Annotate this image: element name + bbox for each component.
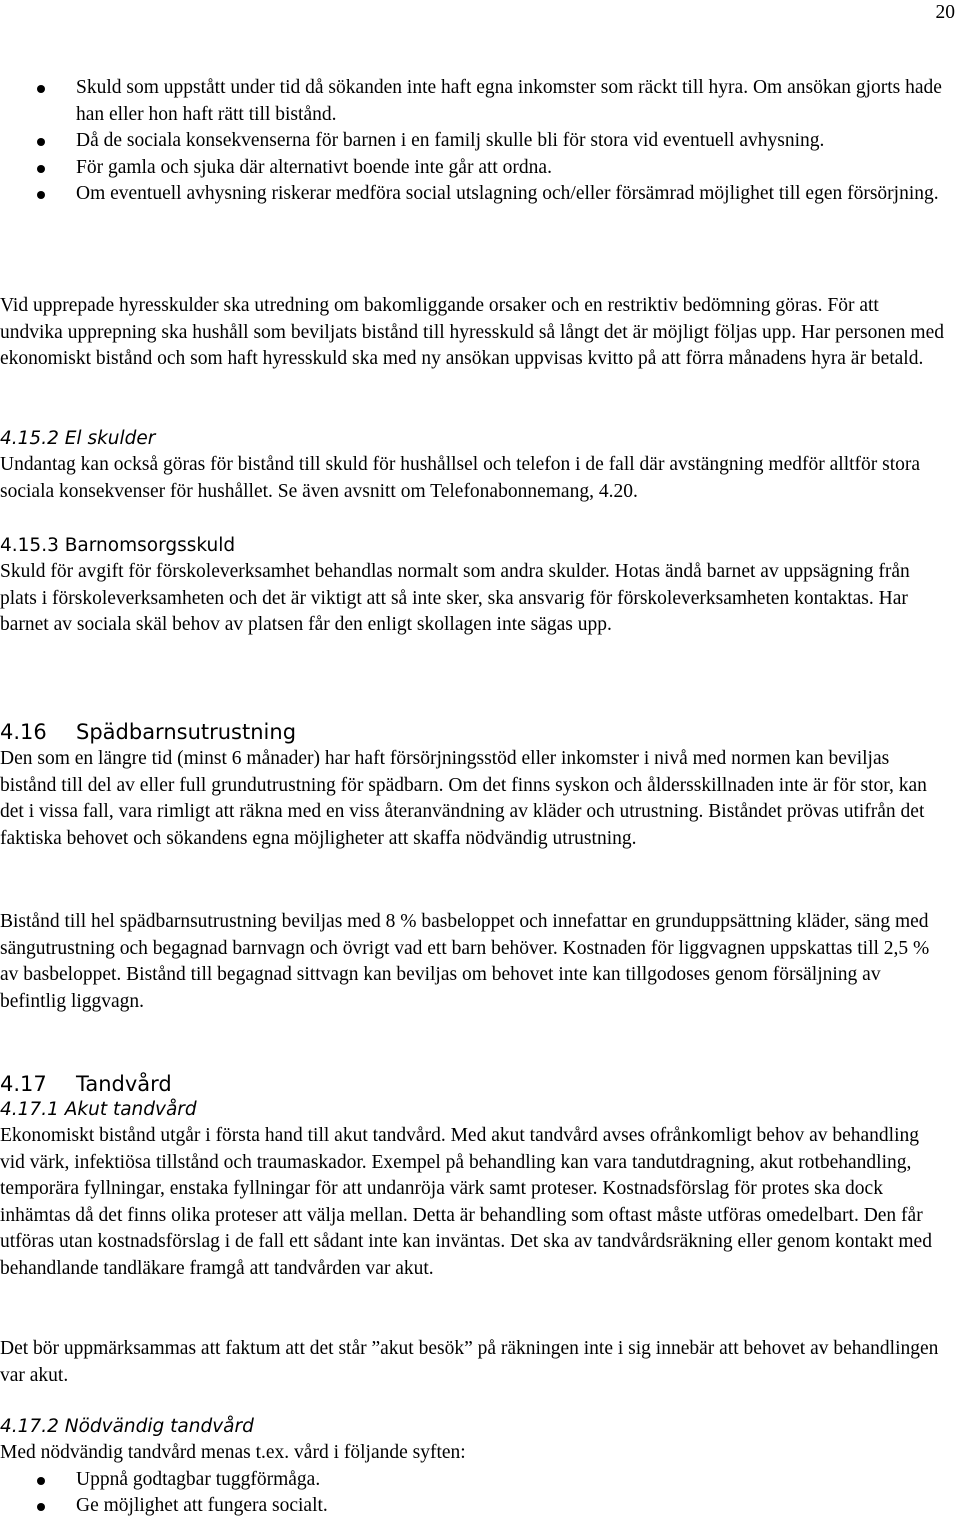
paragraph-4153: Skuld för avgift för förskoleverksamhet behandlas normalt som andra skulder. Hotas ändå barnet av uppsägning från plats i förskoleverksamheten och det är viktigt att så inte sker, ska ansvarig för förskoleverksamheten kontaktas. Har barnet av sociala skäl behov av platsen får den enligt skollagen inte sägas upp. xyxy=(0,561,910,635)
bullet-icon xyxy=(37,1503,45,1511)
heading-4153: 4.15.3 Barnomsorgsskuld xyxy=(0,535,236,556)
section-416-part2 xyxy=(0,909,945,1015)
bullet-icon xyxy=(37,191,45,199)
list-item: Då de sociala konsekvenserna för barnen i en familj skulle bli för stora vid eventuell avhysning. xyxy=(0,128,945,155)
page-number: 20 xyxy=(935,2,955,23)
heading-4152: 4.15.2 El skulder xyxy=(0,428,156,449)
list-item: Uppnå godtagbar tuggförmåga. xyxy=(0,1467,945,1494)
heading-416: 4.16 Spädbarnsutrustning xyxy=(0,720,297,744)
bullet-list-top xyxy=(0,75,945,208)
paragraph-4172: Med nödvändig tandvård menas t.ex. vård i följande syften: xyxy=(0,1442,466,1463)
paragraph-4171-2: Det bör uppmärksammas att faktum att det står ”akut besök” på räkningen inte i sig innebär att behovet av behandlingen var akut. xyxy=(0,1338,939,1386)
section-4172 xyxy=(0,1414,945,1520)
paragraph-repeat-block xyxy=(0,293,945,373)
bullet-icon xyxy=(37,85,45,93)
paragraph-416-1: Den som en längre tid (minst 6 månader) har haft försörjningsstöd eller inkomster i nivå med normen kan beviljas bistånd till del av eller full grundutrustning för spädbarn. Om det finns syskon och åldersskillnaden inte är för stor, kan det i vissa fall, vara rimligt att räkna med en viss återanvändning av kläder och utrustning. Biståndet prövas utifrån det faktiska behovet och sökandens egna möjligheter att skaffa nödvändig utrustning. xyxy=(0,748,927,849)
bullets-top-block xyxy=(0,75,945,208)
section-4171 xyxy=(0,1097,945,1282)
paragraph-416-2: Bistånd till hel spädbarnsutrustning beviljas med 8 % basbeloppet och innefattar en grunduppsättning kläder, säng med sängutrustning och begagnad barnvagn och övrigt vad ett barn behöver. Kostnaden för liggvagnen uppskattas till 2,5 % av basbeloppet. Bistånd till begagnad sittvagn kan beviljas om behovet inte kan tillgodoses genom försäljning av befintlig liggvagn. xyxy=(0,911,930,1012)
section-417 xyxy=(0,1070,945,1098)
bullet-list-4172 xyxy=(0,1467,945,1520)
heading-417: 4.17 Tandvård xyxy=(0,1072,172,1096)
section-4171-part2 xyxy=(0,1336,945,1389)
bullet-icon xyxy=(37,1477,45,1485)
heading-4171: 4.17.1 Akut tandvård xyxy=(0,1099,197,1120)
heading-4172: 4.17.2 Nödvändig tandvård xyxy=(0,1416,254,1437)
bullet-icon xyxy=(37,138,45,146)
paragraph-4171-1: Ekonomiskt bistånd utgår i första hand till akut tandvård. Med akut tandvård avses ofrånkomligt behov av behandling vid värk, infektiösa tillstånd och traumaskador. Exempel på behandling kan vara tandutdragning, akut rotbehandling, temporära fyllningar, enstaka fyllningar för att undanröja värk samt proteser. Kostnadsförslag för protes ska dock inhämtas då det finns olika proteser att välja mellan. Detta är behandling som oftast måste utföras omedelbart. Den får utföras utan kostnadsförslag i de fall ett sådant inte kan inväntas. Det ska av tandvårdsräkning eller genom kontakt med behandlande tandläkare framgå att tandvården var akut. xyxy=(0,1125,932,1279)
paragraph-repeat: Vid upprepade hyresskulder ska utredning om bakomliggande orsaker och en restriktiv bedömning göras. För att undvika upprepning ska hushåll som beviljats bistånd till hyresskuld så långt det är möjligt följas upp. Har personen med ekonomiskt bistånd och som haft hyresskuld ska med ny ansökan uppvisas kvitto på att förra månadens hyra är betald. xyxy=(0,295,944,369)
section-4153 xyxy=(0,533,945,639)
list-item: För gamla och sjuka där alternativt boende inte går att ordna. xyxy=(0,155,945,182)
section-4152 xyxy=(0,426,945,505)
list-item: Om eventuell avhysning riskerar medföra social utslagning och/eller försämrad möjlighet till egen försörjning. xyxy=(0,181,945,208)
list-item: Ge möjlighet att fungera socialt. xyxy=(0,1493,945,1520)
list-item: Skuld som uppstått under tid då sökanden inte haft egna inkomster som räckt till hyra. Om ansökan gjorts hade han eller hon haft rätt till bistånd. xyxy=(0,75,945,128)
paragraph-4152: Undantag kan också göras för bistånd till skuld för hushållsel och telefon i de fall där avstängning medför alltför stora sociala konsekvenser för hushållet. Se även avsnitt om Telefonabonnemang, 4.20. xyxy=(0,454,921,502)
section-416 xyxy=(0,718,945,852)
bullet-icon xyxy=(37,165,45,173)
